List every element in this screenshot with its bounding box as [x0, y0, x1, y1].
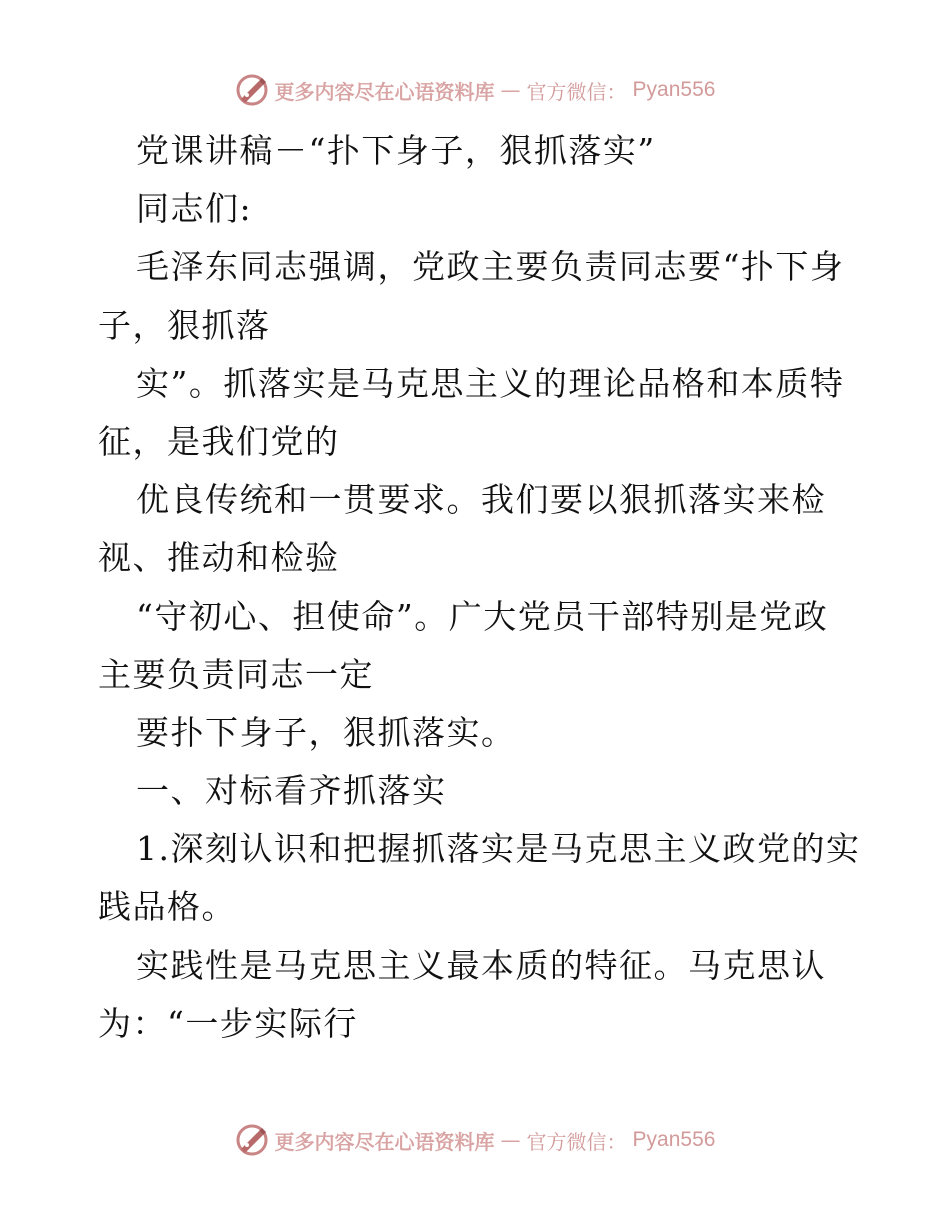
text-line: 子，狠抓落 [98, 305, 271, 345]
text-line: 践品格。 [98, 887, 236, 927]
text-line: 征，是我们党的 [98, 421, 340, 461]
text-line: 主要负责同志一定 [98, 654, 374, 694]
banner-dash: — [500, 1128, 521, 1152]
banner-wechat-label: 官方微信： [526, 79, 627, 104]
text-line: 实”。抓落实是马克思主义的理论品格和本质特 [136, 363, 845, 403]
text-line: 要扑下身子，狠抓落实。 [136, 712, 516, 752]
banner-wechat-id: Pyan556 [632, 1128, 716, 1151]
text-line: 视、推动和检验 [98, 538, 340, 578]
text-line: “守初心、担使命”。广大党员干部特别是党政 [136, 596, 829, 636]
text-line: 毛泽东同志强调，党政主要负责同志要“扑下身 [136, 247, 845, 287]
text-line: 同志们: [136, 189, 253, 229]
text-line: 优良传统和一贯要求。我们要以狠抓落实来检 [136, 480, 826, 520]
text-line: 一、对标看齐抓落实 [136, 771, 447, 811]
pen-logo-icon [235, 73, 269, 107]
banner-site-text: 更多内容尽在心语资料库 [274, 79, 495, 104]
banner-dash: — [500, 78, 521, 102]
text-line: 1.深刻认识和把握抓落实是马克思主义政党的实 [136, 829, 861, 869]
text-line: 为：“一步实际行 [98, 1003, 358, 1043]
banner-wechat-label: 官方微信： [526, 1129, 627, 1154]
pen-logo-icon [235, 1123, 269, 1157]
document-body [98, 122, 861, 1053]
text-line: 实践性是马克思主义最本质的特征。马克思认 [136, 945, 826, 985]
banner-wechat-id: Pyan556 [632, 78, 716, 101]
banner-site-text: 更多内容尽在心语资料库 [274, 1129, 495, 1154]
text-line: 党课讲稿－“扑下身子，狠抓落实” [136, 131, 656, 170]
header-watermark-banner [0, 70, 950, 110]
footer-watermark-banner [0, 1120, 950, 1160]
